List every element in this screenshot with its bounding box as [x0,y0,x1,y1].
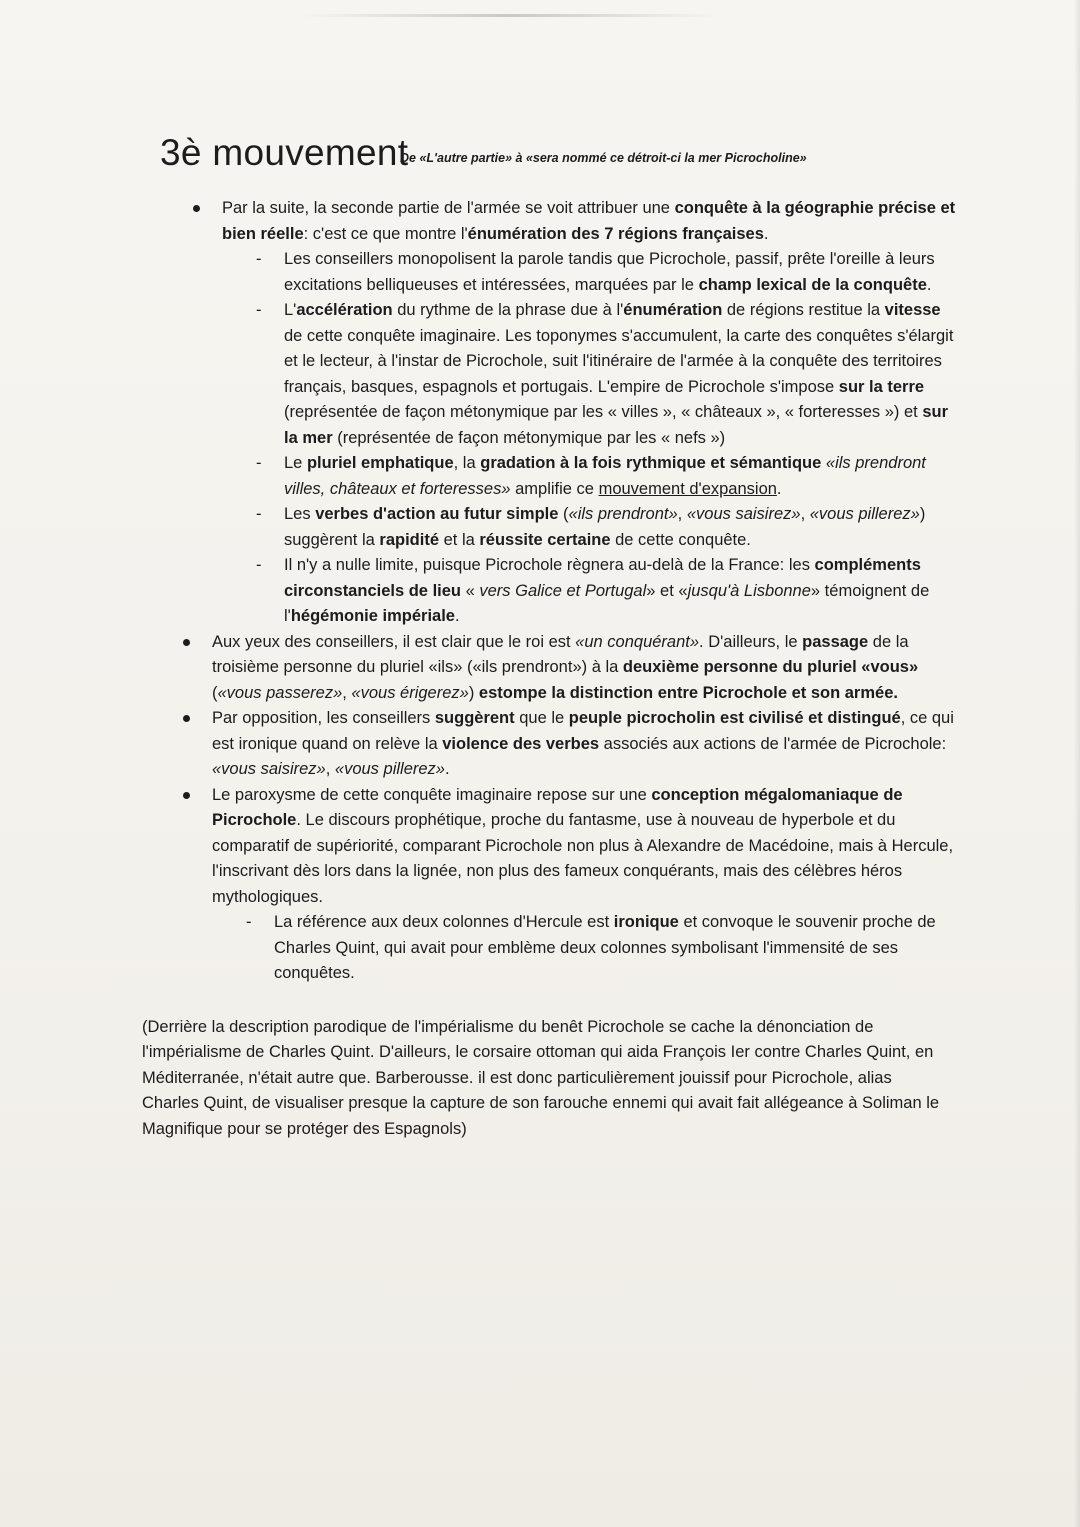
bullet-item: Aux yeux des conseillers, il est clair que le roi est «un conquérant». D'ailleurs, le passage de la troisième personne du pluriel «ils» («ils prendront») à la deuxième personne du pluriel «vous» («vous passerez», «vous érigerez») estompe la distinction entre Picrochole et son armée. [160,630,960,707]
dash-icon: - [246,913,252,931]
sub-bullet-item: - Les conseillers monopolisent la parole tandis que Picrochole, passif, prête l'oreille à leurs excitations belliqueuses et intéressées, marquées par le champ lexical de la conquête. [160,247,960,298]
section-heading [160,132,960,180]
closing-paragraph: (Derrière la description parodique de l'impérialisme du benêt Picrochole se cache la dénonciation de l'impérialisme de Charles Quint. D'ailleurs, le corsaire ottoman qui aida François Ier contre Charles Quint, en Méditerranée, n'était autre que. Barberousse. il est donc particulièrement jouissif pour Picrochole, alias Charles Quint, de visualiser presque la capture de son farouche ennemi qui avait fait allégeance à Soliman le Magnifique pour se protéger des Espagnols) [142,1017,940,1138]
dash-icon: - [256,505,262,523]
bullet-dot-icon [193,205,200,212]
paper-edge [1074,0,1080,1527]
paper-fold-shadow [300,14,720,17]
sub-bullet-item: - L'accélération du rythme de la phrase due à l'énumération de régions restitue la vitesse de cette conquête imaginaire. Les toponymes s'accumulent, la carte des conquêtes s'élargit et le lecteur, à l'instar de Picrochole, suit l'itinéraire de l'armée à la conquête des territoires français, basques, espagnols et portugais. L'empire de Picrochole s'impose sur la terre (représentée de façon métonymique par les « villes », « châteaux », « forteresses ») et sur la mer (représentée de façon métonymique par les « nefs ») [160,298,960,451]
bullet-list [160,196,960,987]
document-body [142,132,960,1142]
dash-icon: - [256,301,262,319]
bullet-item: Le paroxysme de cette conquête imaginaire repose sur une conception mégalomaniaque de Picrochole. Le discours prophétique, proche du fantasme, use à nouveau de hyperbole et du comparatif de supériorité, comparant Picrochole non plus à Alexandre de Macédoine, mais à Hercule, l'inscrivant dès lors dans la lignée, non plus des fameux conquérants, mais des célèbres héros mythologiques. [160,783,960,911]
dash-icon: - [256,454,262,472]
dash-icon: - [256,250,262,268]
sub-bullet-item: - Le pluriel emphatique, la gradation à la fois rythmique et sémantique «ils prendront villes, châteaux et forteresses» amplifie ce mouvement d'expansion. [160,451,960,502]
bullet-dot-icon [183,715,190,722]
section-title: 3è mouvement [160,132,409,173]
bullet-dot-icon [183,639,190,646]
dash-icon: - [256,556,262,574]
bullet-dot-icon [183,792,190,799]
section-subtitle: De «L'autre partie» à «sera nommé ce détroit-ci la mer Picrocholine» [400,151,807,165]
sub-bullet-item: - La référence aux deux colonnes d'Hercule est ironique et convoque le souvenir proche de Charles Quint, qui avait pour emblème deux colonnes symbolisant l'immensité de ses conquêtes. [160,910,960,987]
sub-bullet-item: - Il n'y a nulle limite, puisque Picrochole règnera au-delà de la France: les compléments circonstanciels de lieu « vers Galice et Portugal» et «jusqu'à Lisbonne» témoignent de l'hégémonie impériale. [160,553,960,630]
sub-bullet-item: - Les verbes d'action au futur simple («ils prendront», «vous saisirez», «vous pillerez») suggèrent la rapidité et la réussite certaine de cette conquête. [160,502,960,553]
bullet-item: Par opposition, les conseillers suggèrent que le peuple picrocholin est civilisé et distingué, ce qui est ironique quand on relève la violence des verbes associés aux actions de l'armée de Picrochole: «vous saisirez», «vous pillerez». [160,706,960,783]
bullet-item: Par la suite, la seconde partie de l'armée se voit attribuer une conquête à la géographie précise et bien réelle: c'est ce que montre l'énumération des 7 régions françaises. [160,196,960,247]
